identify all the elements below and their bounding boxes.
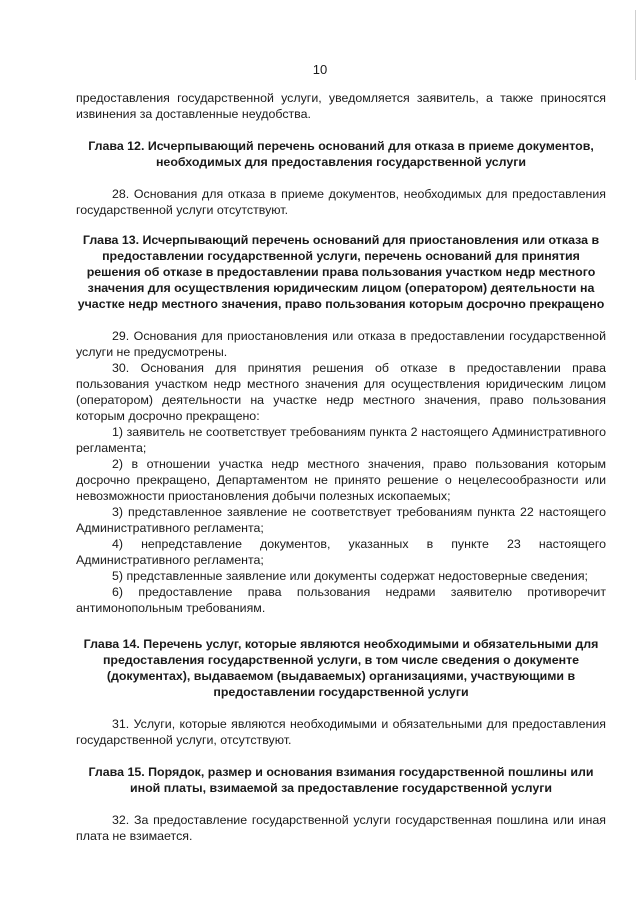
paragraph-continuation: предоставления государственной услуги, уведомляется заявитель, а также приносятся извинения за доставленные неудобства. [76, 91, 606, 121]
paragraph-29: 29. Основания для приостановления или отказа в предоставлении государственной услуги не предусмотрены. [76, 329, 606, 359]
paragraph-31: 31. Услуги, которые являются необходимыми и обязательными для предоставления государственной услуги, отсутствуют. [76, 717, 606, 747]
list-item-4: 4) непредставление документов, указанных в пункте 23 настоящего Административного регламента; [76, 537, 606, 567]
page-body [76, 90, 606, 844]
page-number: 10 [312, 62, 328, 77]
chapter-12-heading: Глава 12. Исчерпывающий перечень оснований для отказа в приеме документов, необходимых для предоставления государственной услуги [88, 139, 594, 169]
list-item-6: 6) предоставление права пользования недрами заявителю противоречит антимонопольным требованиям. [76, 585, 606, 615]
list-item-3: 3) представленное заявление не соответствует требованиям пункта 22 настоящего Административного регламента; [76, 505, 606, 535]
list-item-2: 2) в отношении участка недр местного значения, право пользования которым досрочно прекращено, Департаментом не принято решение о нецелесообразности или невозможности приостановления добычи полезных ископаемых; [76, 457, 606, 503]
paragraph-30: 30. Основания для принятия решения об отказе в предоставлении права пользования участком недр местного значения для осуществления юридическим лицом (оператором) деятельности на участке недр местного значения, право пользования которым досрочно прекращено: [76, 361, 606, 423]
chapter-13-heading: Глава 13. Исчерпывающий перечень оснований для приостановления или отказа в предоставлении государственной услуги, перечень оснований для принятия решения об отказе в предоставлении права пользования участком недр местного значения для осуществления юридическим лицом (оператором) деятельности на участке недр местного значения, право пользования которым досрочно прекращено [77, 233, 605, 311]
list-item-1: 1) заявитель не соответствует требованиям пункта 2 настоящего Административного регламента; [76, 425, 606, 455]
list-item-5: 5) представленные заявление или документы содержат недостоверные сведения; [112, 569, 588, 583]
paragraph-28: 28. Основания для отказа в приеме документов, необходимых для предоставления государственной услуги отсутствуют. [76, 187, 606, 217]
paragraph-32: 32. За предоставление государственной услуги государственная пошлина или иная плата не взимается. [76, 813, 606, 843]
chapter-15-heading: Глава 15. Порядок, размер и основания взимания государственной пошлины или иной платы, взимаемой за предоставление государственной услуги [88, 765, 594, 795]
chapter-14-heading: Глава 14. Перечень услуг, которые являются необходимыми и обязательными для предоставления государственной услуги, в том числе сведения о документе (документах), выдаваемом (выдаваемых) организациями, участвующими в предоставлении государственной услуги [83, 637, 599, 699]
